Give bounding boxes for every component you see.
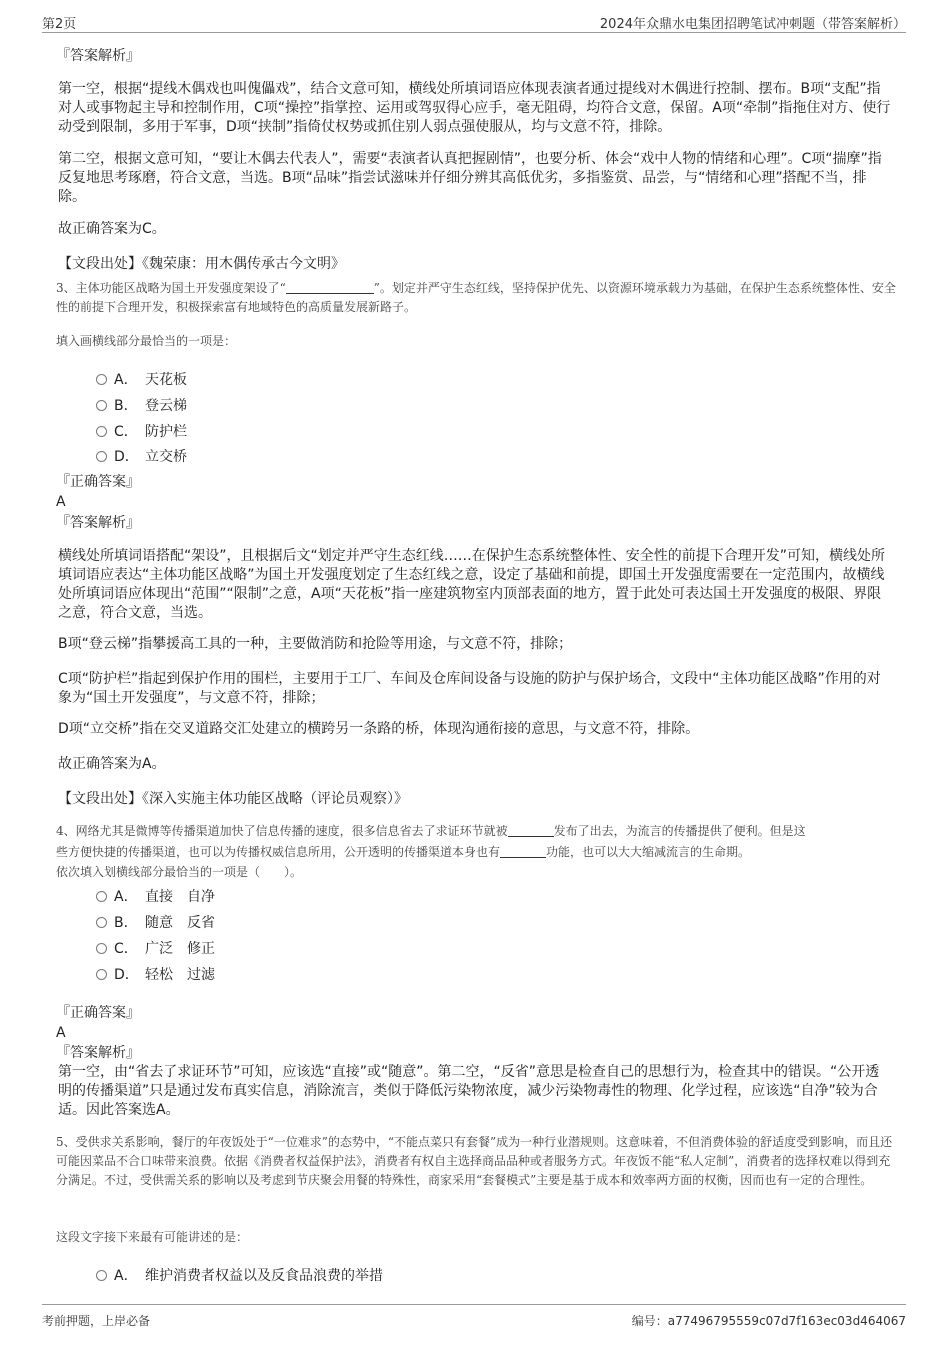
q3-analysis-paragraph-3: C项“防护栏”指起到保护作用的围栏，主要用于工厂、车间及仓库间设备与设施的防护与保护场合，文段中“主体功能区战略”作用的对象为“国土开发强度”，与文意不符，排除； <box>58 671 881 706</box>
q3-analysis-paragraph-1: 横线处所填词语搭配“架设”，且根据后文“划定并严守生态红线……在保护生态系统整体性、安全性的前提下合理开发”可知，横线处所填词语应表达“主体功能区战略”为国土开发强度划定了生态红线之意，设定了基础和前提，即国土开发强度需要在一定范围内，故横线处所填词语应体现出“范围”“限制”之意，A项“天花板”指一座建筑物室内顶部表面的地方，置于此处可表达国土开发强度的极限、界限之意，符合文意，当选。 <box>58 548 886 621</box>
document-id: 编号：a77496795559c07d7f163ec03d464067 <box>631 1314 906 1328</box>
q2-analysis-paragraph-2: 第二空，根据文意可知，“要让木偶去代表人”，需要“表演者认真把握剧情”，也要分析、体会“戏中人物的情绪和心理”。C项“揣摩”指反复地思考琢磨，符合文意，当选。B项“品味”指尝试滋味并仔细分辨其高低优劣，多指鉴赏、品尝，与“情绪和心理”搭配不当，排除。 <box>58 151 882 205</box>
page-footer <box>42 1304 906 1329</box>
correct-answer-label: 『正确答案』 <box>56 1005 140 1021</box>
radio-icon[interactable] <box>96 1270 107 1281</box>
radio-icon[interactable] <box>96 891 107 902</box>
q3-analysis-paragraph-2: B项“登云梯”指攀援高工具的一种，主要做消防和抢险等用途，与文意不符，排除； <box>58 636 573 652</box>
q4-prompt: 依次填入划横线部分最恰当的一项是（ ）。 <box>56 865 303 879</box>
q3-analysis-paragraph-4: D项“立交桥”指在交叉道路交汇处建立的横跨另一条路的桥，体现沟通衔接的意思，与文意不符，排除。 <box>58 721 700 737</box>
q3-prompt: 填入画横线部分最恰当的一项是： <box>56 334 237 348</box>
q2-source: 【文段出处】《魏荣康：用木偶传承古今文明》 <box>58 256 345 272</box>
q4-blank-2 <box>500 843 546 858</box>
q5-prompt: 这段文字接下来最有可能讲述的是： <box>56 1230 249 1244</box>
q4-stem-line-1: 4、网络尤其是微博等传播渠道加快了信息传播的速度，很多信息省去了求证环节就被 发布了出去，为流言的传播提供了便利。但是这 <box>56 824 806 838</box>
radio-icon[interactable] <box>96 917 107 928</box>
q3-answer: A <box>56 494 66 510</box>
footer-slogan: 考前押题，上岸必备 <box>42 1314 151 1328</box>
radio-icon[interactable] <box>96 426 107 437</box>
analysis-label: 『答案解析』 <box>56 1045 140 1061</box>
q3-stem: 3、主体功能区战略为国土开发强度架设了“ ”。划定并严守生态红线，坚持保护优先、以资源环境承载力为基础，在保护生态系统整体性、安全性的前提下合理开发，积极探索富有地域特色的高质量发展新路子。 <box>56 281 896 314</box>
q3-conclusion: 故正确答案为A。 <box>58 756 166 772</box>
q5-stem: 5、受供求关系影响，餐厅的年夜饭处于“一位难求”的态势中，“不能点菜只有套餐”成为一种行业潜规则。这意味着，不但消费体验的舒适度受到影响，而且还可能因菜品不合口味带来浪费。依据《消费者权益保护法》，消费者有权自主选择商品品种或者服务方式。年夜饭不能“私人定制”，消费者的选择权难以得到充分满足。不过，受供需关系的影响以及考虑到节庆聚会用餐的特殊性，商家采用“套餐模式”主要是基于成本和效率两方面的权衡，因而也有一定的合理性。 <box>56 1135 893 1187</box>
q2-conclusion: 故正确答案为C。 <box>58 221 166 237</box>
q4-stem-line-2: 些方便快捷的传播渠道，也可以为传播权威信息所用，公开透明的传播渠道本身也有 功能，也可以大大缩减流言的生命期。 <box>56 845 751 859</box>
radio-icon[interactable] <box>96 374 107 385</box>
radio-icon[interactable] <box>96 451 107 462</box>
q4-analysis: 第一空，由“省去了求证环节”可知，应该选“直接”或“随意”。第二空，“反省”意思是检查自己的思想行为，检查其中的错误。“公开透明的传播渠道”只是通过发布真实信息，消除流言，类似于降低污染物浓度，减少污染物毒性的物理、化学过程，应该选“自净”较为合适。因此答案选A。 <box>58 1064 880 1118</box>
analysis-label: 『答案解析』 <box>56 515 140 531</box>
page-number: 第2页 <box>42 17 77 32</box>
analysis-label: 『答案解析』 <box>56 48 140 64</box>
q4-answer: A <box>56 1025 66 1041</box>
page-header <box>42 10 906 33</box>
correct-answer-label: 『正确答案』 <box>56 474 140 490</box>
q4-blank-1 <box>508 822 554 837</box>
radio-icon[interactable] <box>96 969 107 980</box>
radio-icon[interactable] <box>96 943 107 954</box>
radio-icon[interactable] <box>96 400 107 411</box>
q2-analysis-paragraph-1: 第一空，根据“提线木偶戏也叫傀儡戏”，结合文意可知，横线处所填词语应体现表演者通过提线对木偶进行控制、摆布。B项“支配”指对人或事物起主导和控制作用，C项“操控”指掌控、运用或驾驭得心应手，毫无阻碍，均符合文意，保留。A项“牵制”指拖住对方、使行动受到限制，多用于军事，D项“挟制”指倚仗权势或抓住别人弱点强使服从，均与文意不符，排除。 <box>58 81 891 135</box>
q3-blank <box>286 279 374 294</box>
document-title: 2024年众鼎水电集团招聘笔试冲刺题（带答案解析） <box>599 17 906 32</box>
q3-source: 【文段出处】《深入实施主体功能区战略（评论员观察）》 <box>58 791 408 807</box>
